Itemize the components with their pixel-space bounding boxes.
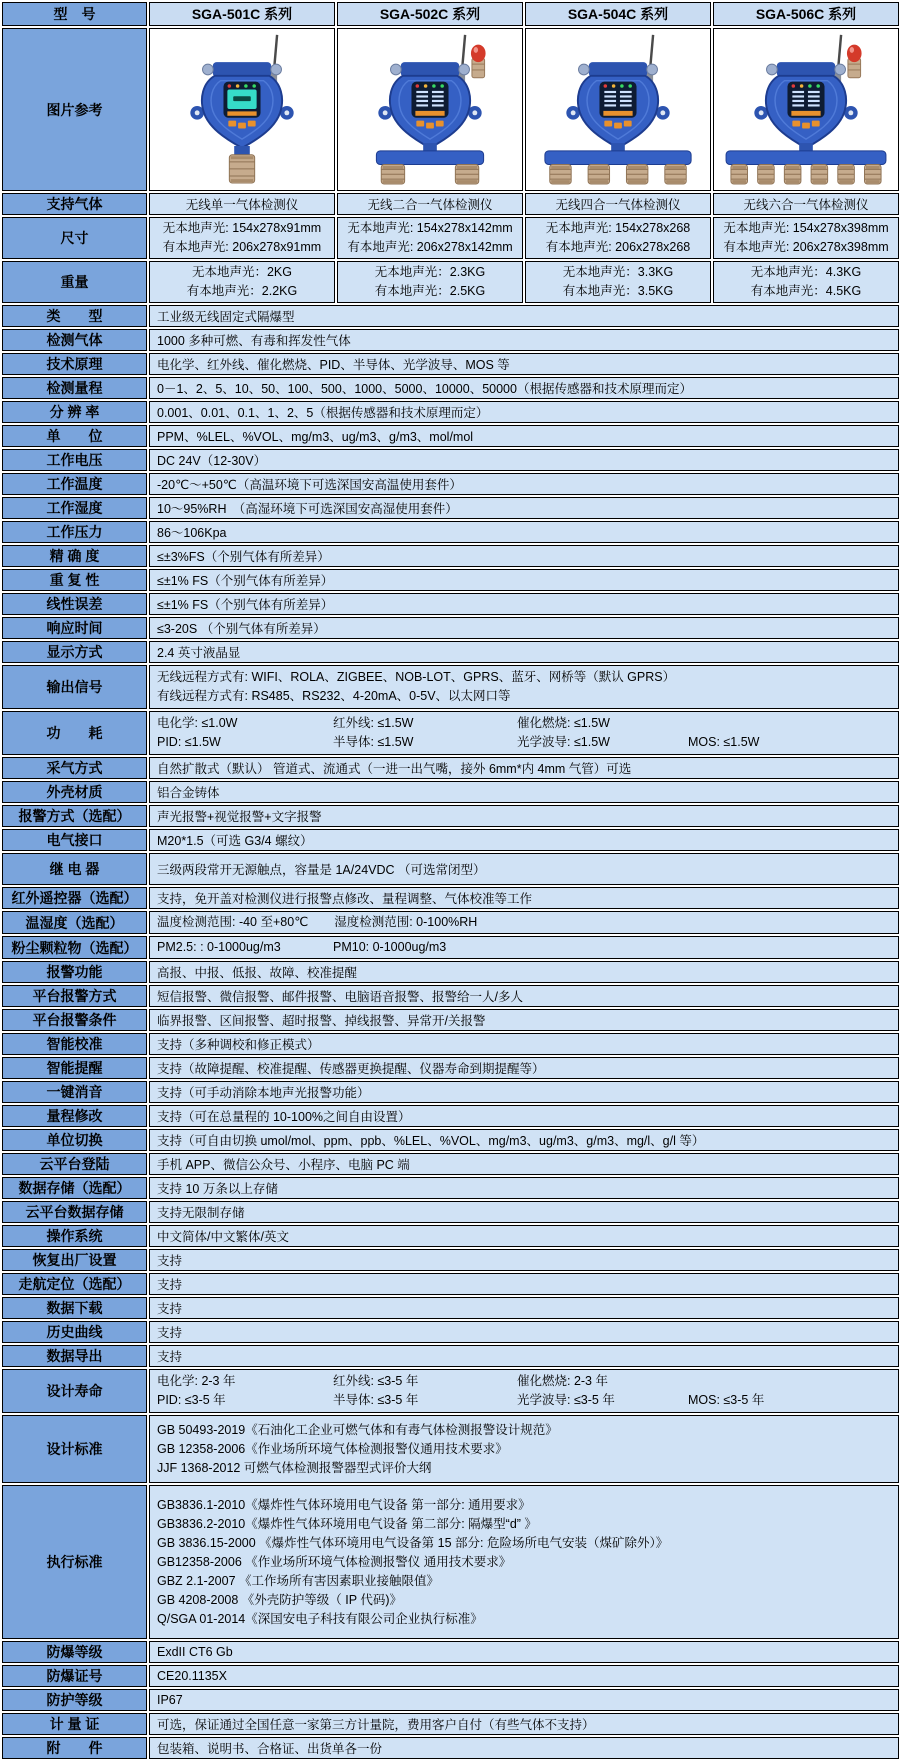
row-label: 继 电 器 (2, 853, 147, 885)
value-line: 有本地声光：2.2KG (186, 284, 298, 298)
row-value: 支持无限制存储 (149, 1201, 899, 1223)
row-value: 工业级无线固定式隔爆型 (149, 305, 899, 327)
row-label: 平台报警条件 (2, 1009, 147, 1031)
value-segment: 催化燃烧: 2-3 年 (517, 1374, 608, 1388)
value-segment: 光学波导: ≤1.5W (517, 735, 610, 749)
gas-detector-illustration (526, 29, 710, 185)
value-line: 有本地声光：2.5KG (374, 284, 486, 298)
spec-row (2, 1081, 899, 1103)
row-label: 操作系统 (2, 1225, 147, 1247)
value-segment: MOS: ≤3-5 年 (688, 1393, 765, 1407)
row-label: 功 耗 (2, 711, 147, 755)
row-value (149, 217, 335, 259)
row-value: 0.001、0.01、0.1、1、2、5（根据传感器和技术原理而定） (149, 401, 899, 423)
row-value: 10～95%RH （高湿环境下可选深国安高湿使用套件） (149, 497, 899, 519)
row-value (713, 261, 899, 303)
row-label: 防护等级 (2, 1689, 147, 1711)
spec-row (2, 1321, 899, 1343)
value-line: 有线远程方式有: RS485、RS232、4-20mA、0-5V、以太网口等 (157, 689, 511, 703)
value-segment: 半导体: ≤1.5W (333, 735, 414, 749)
value-segment: 红外线: ≤3-5 年 (333, 1374, 419, 1388)
row-label: 类 型 (2, 305, 147, 327)
row-label: 智能校准 (2, 1033, 147, 1055)
row-label: 粉尘颗粒物（选配） (2, 936, 147, 959)
row-value (149, 1369, 899, 1413)
value-line: 无本地声光：4.3KG (750, 265, 862, 279)
value-line: 无线远程方式有: WIFI、ROLA、ZIGBEE、NOB-LOT、GPRS、蓝牙、网桥等（默认 GPRS） (157, 670, 676, 684)
row-label: 历史曲线 (2, 1321, 147, 1343)
spec-row (2, 617, 899, 639)
value-line: GB 12358-2006《作业场所环境气体检测报警仪通用技术要求》 (157, 1441, 508, 1456)
row-value: 自然扩散式（默认） 管道式、流通式（一进一出气嘴，接外 6mm*内 4mm 气管）可选 (149, 757, 899, 779)
row-value (149, 1415, 899, 1483)
header-row (2, 2, 899, 26)
row-value: ExdII CT6 Gb (149, 1641, 899, 1663)
row-value (337, 217, 523, 259)
value-line (157, 1372, 891, 1391)
gas-detector-illustration (338, 29, 522, 185)
row-label: 输出信号 (2, 665, 147, 709)
row-label: 精 确 度 (2, 545, 147, 567)
row-label: 检测量程 (2, 377, 147, 399)
value-line: 有本地声光: 206x278x268 (545, 240, 691, 254)
row-value: M20*1.5（可选 G3/4 螺纹） (149, 829, 899, 851)
row-value: PPM、%LEL、%VOL、mg/m3、ug/m3、g/m3、mol/mol (149, 425, 899, 447)
row-label: 单 位 (2, 425, 147, 447)
value-line: Q/SGA 01-2014《深国安电子科技有限公司企业执行标准》 (157, 1611, 483, 1626)
value-line: 无本地声光: 154x278x268 (545, 221, 691, 235)
spec-row (2, 1249, 899, 1271)
row-value: 可选，保证通过全国任意一家第三方计量院，费用客户自付（有些气体不支持） (149, 1713, 899, 1735)
gas-detector-illustration (714, 29, 898, 185)
row-label: 报警方式（选配） (2, 805, 147, 827)
row-value: 2.4 英寸液晶显 (149, 641, 899, 663)
row-value: 支持（可自由切换 umol/mol、ppm、ppb、%LEL、%VOL、mg/m3、ug/m3、g/m3、mg/l、g/l 等） (149, 1129, 899, 1151)
value-line: 有本地声光: 206x278x91mm (162, 240, 322, 254)
row-value (525, 261, 711, 303)
spec-row (2, 401, 899, 423)
row-value: 高报、中报、低报、故障、校准提醒 (149, 961, 899, 983)
row-value: ≤±1% FS（个别气体有所差异） (149, 593, 899, 615)
row-value: 1000 多种可燃、有毒和挥发性气体 (149, 329, 899, 351)
row-label: 工作温度 (2, 473, 147, 495)
row-value: 短信报警、微信报警、邮件报警、电脑语音报警、报警给一人/多人 (149, 985, 899, 1007)
row-label: 走航定位（选配） (2, 1273, 147, 1295)
spec-row (2, 961, 899, 983)
row-label: 重量 (2, 261, 147, 303)
row-value (149, 261, 335, 303)
value-segment: 温度检测范围: -40 至+80℃ (157, 915, 309, 929)
row-value: 支持（故障提醒、校准提醒、传感器更换提醒、仪器寿命到期提醒等） (149, 1057, 899, 1079)
row-label: 响应时间 (2, 617, 147, 639)
row-label: 重 复 性 (2, 569, 147, 591)
row-label: 数据存储（选配） (2, 1177, 147, 1199)
spec-row (2, 757, 899, 779)
value-line: GB 4208-2008 《外壳防护等级（ IP 代码)》 (157, 1592, 402, 1607)
row-value: 手机 APP、微信公众号、小程序、电脑 PC 端 (149, 1153, 899, 1175)
row-label: 工作湿度 (2, 497, 147, 519)
gas-detector-illustration (150, 29, 334, 185)
model-header: SGA-501C 系列 (149, 2, 335, 26)
row-label: 计 量 证 (2, 1713, 147, 1735)
row-label: 数据下载 (2, 1297, 147, 1319)
row-value: 支持 (149, 1345, 899, 1367)
product-image (337, 28, 523, 191)
row-value: ≤3-20S （个别气体有所差异） (149, 617, 899, 639)
value-segment: PM2.5: : 0-1000ug/m3 (157, 940, 281, 954)
row-label: 报警功能 (2, 961, 147, 983)
row-value: 支持，免开盖对检测仪进行报警点修改、量程调整、气体校准等工作 (149, 887, 899, 909)
row-label: 电气接口 (2, 829, 147, 851)
spec-row (2, 1737, 899, 1759)
row-label: 量程修改 (2, 1105, 147, 1127)
row-label: 云平台数据存储 (2, 1201, 147, 1223)
spec-row (2, 425, 899, 447)
spec-row (2, 521, 899, 543)
spec-row (2, 1689, 899, 1711)
row-label: 采气方式 (2, 757, 147, 779)
spec-row (2, 1153, 899, 1175)
value-line: GB3836.1-2010《爆炸性气体环境用电气设备 第一部分: 通用要求》 (157, 1497, 531, 1512)
row-label: 一键消音 (2, 1081, 147, 1103)
value-line: 无本地声光: 154x278x142mm (347, 221, 513, 235)
spec-row (2, 805, 899, 827)
value-line: 有本地声光: 206x278x398mm (723, 240, 889, 254)
value-segment: 电化学: 2-3 年 (157, 1374, 236, 1388)
row-label: 防爆证号 (2, 1665, 147, 1687)
row-value: 支持 (149, 1297, 899, 1319)
spec-row (2, 473, 899, 495)
value-line: GB 50493-2019《石油化工企业可燃气体和有毒气体检测报警设计规范》 (157, 1422, 558, 1437)
spec-row (2, 353, 899, 375)
row-value: ≤±3%FS（个别气体有所差异） (149, 545, 899, 567)
row-value: 0－1、2、5、10、50、100、500、1000、5000、10000、50000（根据传感器和技术原理而定） (149, 377, 899, 399)
row-value: 中文简体/中文繁体/英文 (149, 1225, 899, 1247)
spec-row (2, 593, 899, 615)
row-value: 无线六合一气体检测仪 (713, 193, 899, 215)
value-line: GB12358-2006 《作业场所环境气体检测报警仪 通用技术要求》 (157, 1554, 512, 1569)
value-line (157, 714, 891, 733)
row-value: 三级两段常开无源触点，容量是 1A/24VDC （可选常闭型） (149, 853, 899, 885)
supported-gas-row (2, 193, 899, 215)
row-value (149, 936, 899, 959)
row-label: 防爆等级 (2, 1641, 147, 1663)
model-row-label: 型 号 (2, 2, 147, 26)
row-label: 单位切换 (2, 1129, 147, 1151)
row-value: 支持（可手动消除本地声光报警功能） (149, 1081, 899, 1103)
row-label: 附 件 (2, 1737, 147, 1759)
row-value: 支持（可在总量程的 10-100%之间自由设置） (149, 1105, 899, 1127)
row-value (149, 711, 899, 755)
value-segment: 催化燃烧: ≤1.5W (517, 716, 610, 730)
value-line: 无本地声光: 154x278x91mm (162, 221, 322, 235)
row-label: 恢复出厂设置 (2, 1249, 147, 1271)
row-label: 尺寸 (2, 217, 147, 259)
spec-row (2, 1009, 899, 1031)
spec-row (2, 985, 899, 1007)
value-line: 无本地声光：2.3KG (374, 265, 486, 279)
value-segment: 光学波导: ≤3-5 年 (517, 1393, 615, 1407)
value-line (157, 938, 891, 957)
row-value: 包装箱、说明书、合格证、出货单各一份 (149, 1737, 899, 1759)
model-header: SGA-506C 系列 (713, 2, 899, 26)
model-header: SGA-504C 系列 (525, 2, 711, 26)
row-label: 执行标准 (2, 1485, 147, 1639)
spec-row (2, 1201, 899, 1223)
row-label: 检测气体 (2, 329, 147, 351)
row-value: 电化学、红外线、催化燃烧、PID、半导体、光学波导、MOS 等 (149, 353, 899, 375)
value-line: GBZ 2.1-2007 《工作场所有害因素职业接触限值》 (157, 1573, 439, 1588)
row-label: 工作电压 (2, 449, 147, 471)
spec-row (2, 377, 899, 399)
row-label: 线性误差 (2, 593, 147, 615)
row-value: 支持 10 万条以上存储 (149, 1177, 899, 1199)
row-value (713, 217, 899, 259)
row-value: 临界报警、区间报警、超时报警、掉线报警、异常开/关报警 (149, 1009, 899, 1031)
spec-row (2, 665, 899, 709)
spec-row (2, 449, 899, 471)
value-line (157, 913, 891, 932)
row-value: 支持 (149, 1273, 899, 1295)
value-line: 有本地声光: 206x278x142mm (347, 240, 513, 254)
spec-row (2, 1273, 899, 1295)
row-label: 数据导出 (2, 1345, 147, 1367)
spec-row (2, 1057, 899, 1079)
model-header: SGA-502C 系列 (337, 2, 523, 26)
value-line (157, 1391, 891, 1410)
row-value: 铝合金铸体 (149, 781, 899, 803)
row-value: 无线单一气体检测仪 (149, 193, 335, 215)
spec-row (2, 781, 899, 803)
spec-row (2, 545, 899, 567)
value-segment: PID: ≤3-5 年 (157, 1393, 226, 1407)
spec-row (2, 1641, 899, 1663)
row-label: 图片参考 (2, 28, 147, 191)
spec-row (2, 1345, 899, 1367)
spec-row (2, 329, 899, 351)
row-value (149, 1485, 899, 1639)
value-segment: 半导体: ≤3-5 年 (333, 1393, 419, 1407)
row-label: 设计标准 (2, 1415, 147, 1483)
spec-row (2, 829, 899, 851)
spec-row (2, 1129, 899, 1151)
value-line: 有本地声光：3.5KG (562, 284, 674, 298)
spec-row (2, 1415, 899, 1483)
row-value: 声光报警+视觉报警+文字报警 (149, 805, 899, 827)
product-image (713, 28, 899, 191)
row-label: 红外遥控器（选配） (2, 887, 147, 909)
row-label: 工作压力 (2, 521, 147, 543)
row-label: 智能提醒 (2, 1057, 147, 1079)
size-row (2, 217, 899, 259)
row-label: 支持气体 (2, 193, 147, 215)
spec-row (2, 936, 899, 959)
row-value: 无线二合一气体检测仪 (337, 193, 523, 215)
row-value: 支持 (149, 1321, 899, 1343)
spec-row (2, 1225, 899, 1247)
value-segment: MOS: ≤1.5W (688, 735, 760, 749)
row-label: 外壳材质 (2, 781, 147, 803)
spec-row (2, 1177, 899, 1199)
row-value: -20℃～+50℃（高温环境下可选深国安高温使用套件） (149, 473, 899, 495)
value-segment: 电化学: ≤1.0W (157, 716, 238, 730)
row-value (525, 217, 711, 259)
value-segment: PID: ≤1.5W (157, 735, 221, 749)
value-line: 无本地声光：3.3KG (562, 265, 674, 279)
product-image (525, 28, 711, 191)
row-label: 显示方式 (2, 641, 147, 663)
row-value: 无线四合一气体检测仪 (525, 193, 711, 215)
value-line (157, 733, 891, 752)
spec-row (2, 1665, 899, 1687)
row-value: DC 24V（12-30V） (149, 449, 899, 471)
spec-row (2, 711, 899, 755)
spec-row (2, 1105, 899, 1127)
row-label: 技术原理 (2, 353, 147, 375)
spec-row (2, 641, 899, 663)
row-value (149, 665, 899, 709)
value-segment: 湿度检测范围: 0-100%RH (334, 915, 478, 929)
row-value (149, 911, 899, 934)
spec-row (2, 853, 899, 885)
spec-row (2, 887, 899, 909)
spec-row (2, 1033, 899, 1055)
spec-row (2, 911, 899, 934)
row-value: CE20.1135X (149, 1665, 899, 1687)
row-value: 86～106Kpa (149, 521, 899, 543)
row-value (337, 261, 523, 303)
value-segment: 红外线: ≤1.5W (333, 716, 414, 730)
spec-row (2, 497, 899, 519)
spec-row (2, 305, 899, 327)
product-image (149, 28, 335, 191)
row-label: 分 辨 率 (2, 401, 147, 423)
value-line: 无本地声光: 154x278x398mm (723, 221, 889, 235)
value-line: GB3836.2-2010《爆炸性气体环境用电气设备 第二部分: 隔爆型“d” 》 (157, 1516, 537, 1531)
spec-row (2, 1297, 899, 1319)
spec-row (2, 1713, 899, 1735)
weight-row (2, 261, 899, 303)
value-line: JJF 1368-2012 可燃气体检测报警器型式评价大纲 (157, 1460, 432, 1475)
row-label: 平台报警方式 (2, 985, 147, 1007)
value-line: 无本地声光：2KG (191, 265, 292, 279)
row-value: 支持 (149, 1249, 899, 1271)
row-label: 云平台登陆 (2, 1153, 147, 1175)
row-value: 支持（多种调校和修正模式） (149, 1033, 899, 1055)
value-line: GB 3836.15-2000 《爆炸性气体环境用电气设备第 15 部分: 危险场所电气安装（煤矿除外）》 (157, 1535, 669, 1550)
row-value: IP67 (149, 1689, 899, 1711)
spec-row (2, 1485, 899, 1639)
row-label: 温湿度（选配） (2, 911, 147, 934)
row-label: 设计寿命 (2, 1369, 147, 1413)
value-segment: PM10: 0-1000ug/m3 (333, 940, 447, 954)
row-value: ≤±1% FS（个别气体有所差异） (149, 569, 899, 591)
spec-row (2, 1369, 899, 1413)
spec-row (2, 569, 899, 591)
value-line: 有本地声光：4.5KG (750, 284, 862, 298)
image-row (2, 28, 899, 191)
